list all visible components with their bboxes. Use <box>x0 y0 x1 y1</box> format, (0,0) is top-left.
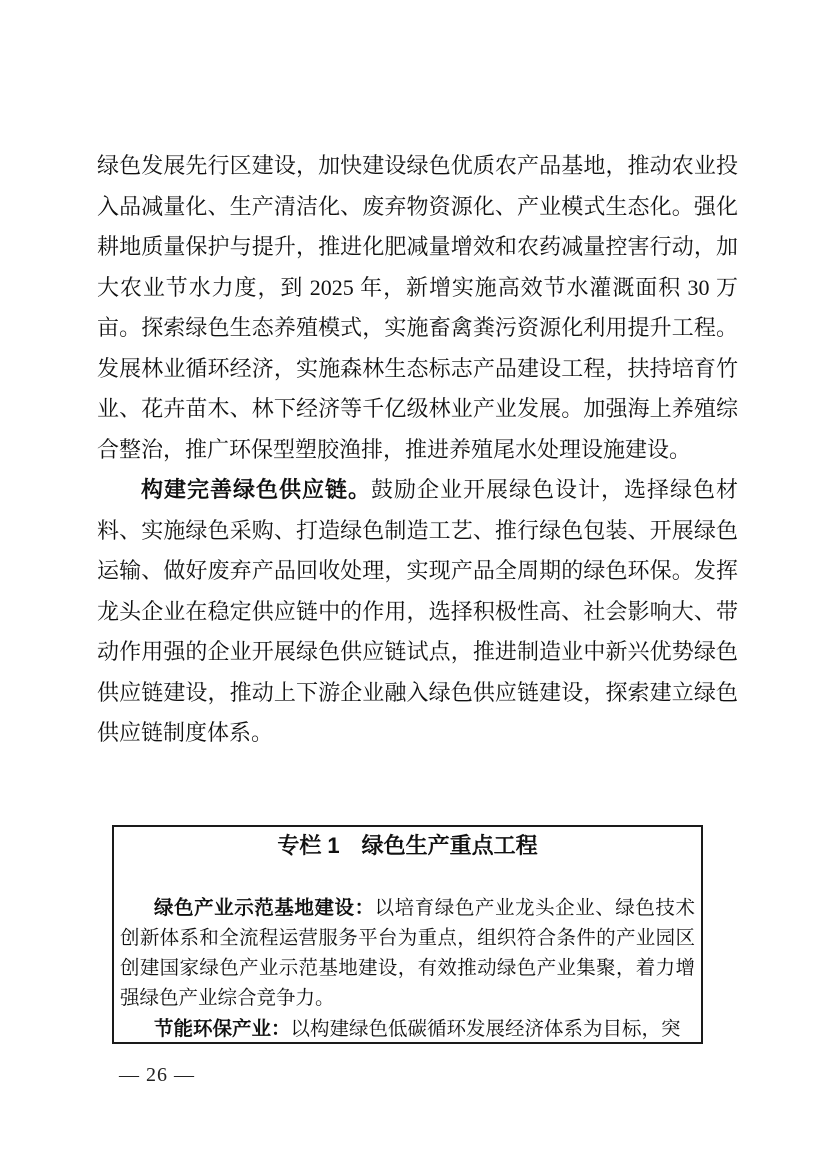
paragraph-text: 鼓励企业开展绿色设计，选择绿色材料、实施绿色采购、打造绿色制造工艺、推行绿色包装、开展绿色运输、做好废弃产品回收处理，实现产品全周期的绿色环保。发挥龙头企业在稳定供应链中的作用，选择积极性高、社会影响大、带动作用强的企业开展绿色供应链试点，推进制造业中新兴优势绿色供应链建设，推动上下游企业融入绿色供应链建设，探索建立绿色供应链制度体系。 <box>97 477 738 745</box>
callout-box-column-1 <box>112 825 703 1044</box>
page-number <box>119 1064 195 1087</box>
callout-item-text: 以培育绿色产业龙头企业、绿色技术创新体系和全流程运营服务平台为重点，组织符合条件的产业园区创建国家绿色产业示范基地建设，有效推动绿色产业集聚，着力增强绿色产业综合竞争力。 <box>120 898 695 1009</box>
paragraph-continuation <box>97 146 738 470</box>
callout-box-title: 专栏 1 绿色生产重点工程 <box>277 833 538 858</box>
paragraph-text: 绿色发展先行区建设，加快建设绿色优质农产品基地，推动农业投入品减量化、生产清洁化、废弃物资源化、产业模式生态化。强化耕地质量保护与提升，推进化肥减量增效和农药减量控害行动，加大农业节水力度，到 2025 年，新增实施高效节水灌溉面积 30 万亩。探索绿色生态养殖模式，实施畜禽粪污资源化利用提升工程。发展林业循环经济，实施森林生态标志产品建设工程，扶持培育竹业、花卉苗木、林下经济等千亿级林业产业发展。加强海上养殖综合整治，推广环保型塑胶渔排，推进养殖尾水处理设施建设。 <box>97 153 738 462</box>
callout-item-text: 以构建绿色低碳循环发展经济体系为目标，突 <box>290 1019 681 1040</box>
body-text-block <box>97 146 738 754</box>
callout-item-green-industry-base <box>120 893 695 1014</box>
callout-box-body <box>120 893 695 1044</box>
callout-item-bold-lead: 绿色产业示范基地建设： <box>154 897 375 919</box>
callout-item-energy-saving-industry <box>120 1014 695 1044</box>
callout-item-bold-lead: 节能环保产业： <box>154 1018 291 1040</box>
paragraph-green-supply-chain <box>97 470 738 754</box>
page-number-text: — 26 — <box>119 1064 195 1086</box>
paragraph-bold-lead: 构建完善绿色供应链。 <box>141 477 371 502</box>
